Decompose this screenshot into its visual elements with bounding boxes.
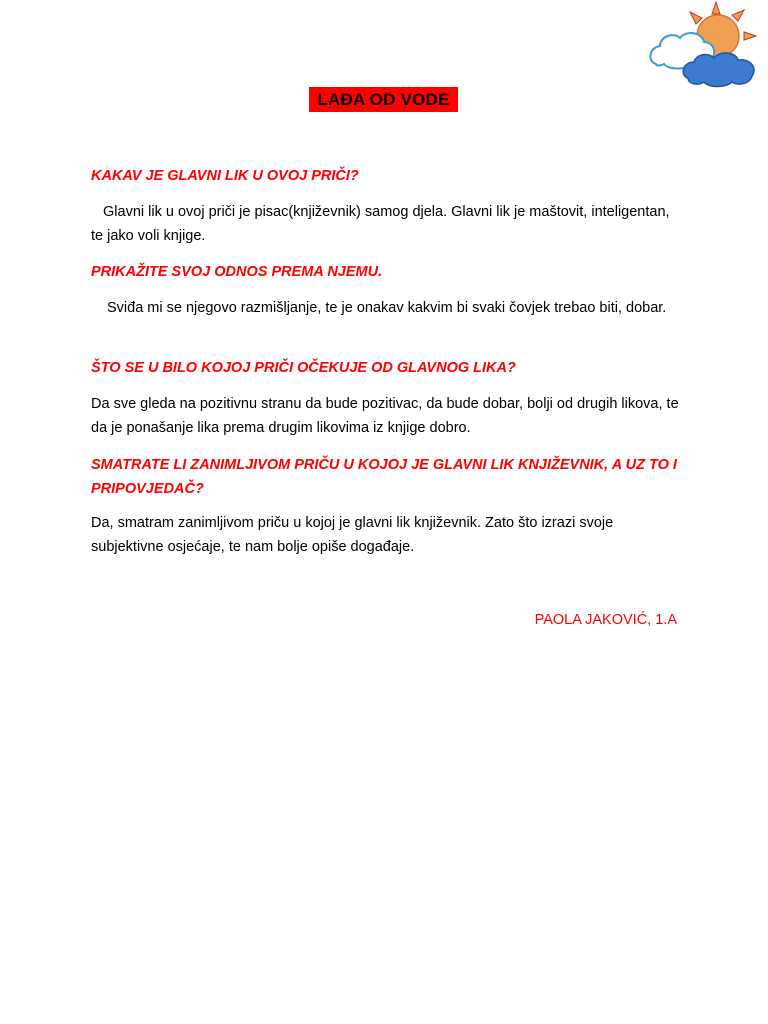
answer-4: Da, smatram zanimljivom priču u kojoj je glavni lik književnik. Zato što izrazi svoje subjektivne osjećaje, te nam bolje opiše događaje. — [91, 515, 614, 555]
question-4: SMATRATE LI ZANIMLJIVOM PRIČU U KOJOJ JE GLAVNI LIK KNJIŽEVNIK, A UZ TO I PRIPOVJEDAČ? — [91, 457, 677, 497]
document-title: LAĐA OD VODE — [309, 87, 458, 112]
answer-2: Sviđa mi se njegovo razmišljanje, te je onakav kakvim bi svaki čovjek trebao biti, dobar. — [107, 300, 667, 316]
sun-behind-clouds-icon — [646, 0, 762, 92]
question-3: ŠTO SE U BILO KOJOJ PRIČI OČEKUJE OD GLAVNOG LIKA? — [91, 360, 516, 376]
answer-1: Glavni lik u ovoj priči je pisac(književnik) samog djela. Glavni lik je maštovit, inteligentan, te jako voli knjige. — [91, 204, 670, 244]
answer-3: Da sve gleda na pozitivnu stranu da bude pozitivac, da bude dobar, bolji od drugih likova, te da je ponašanje lika prema drugim likovima iz knjige dobro. — [91, 396, 679, 436]
question-1: KAKAV JE GLAVNI LIK U OVOJ PRIČI? — [91, 168, 359, 184]
question-2: PRIKAŽITE SVOJ ODNOS PREMA NJEMU. — [91, 264, 383, 280]
author-signature: PAOLA JAKOVIĆ, 1.A — [534, 612, 677, 628]
